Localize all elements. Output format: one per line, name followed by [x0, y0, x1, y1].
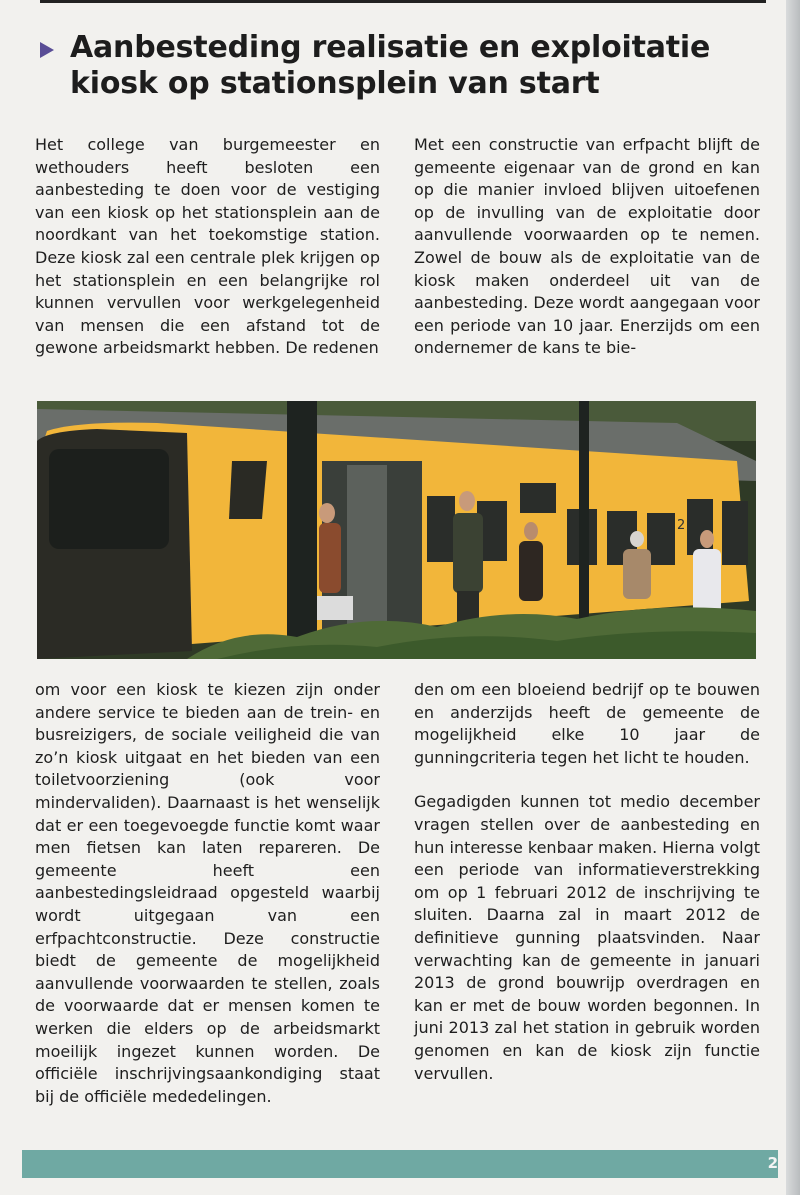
paragraph: den om een bloeiend bedrijf op te bouwen en anderzijds heeft de gemeente de mogelijkheid elke 10 jaar de gunningcriteria tegen het licht te houden. [414, 680, 760, 767]
footer-bar [22, 1150, 778, 1178]
title-arrow-icon [40, 42, 54, 58]
train-photo-illustration [37, 401, 756, 659]
car-number: 2 [677, 518, 686, 533]
paragraph: Met een constructie van erfpacht blijft de gemeente eigenaar van de grond en kan op die manier invloed blijven uitoefenen op de invulling van de exploitatie door aanvullende voorwaarden op te nemen. Zowel de bouw als de exploitatie van de kiosk maken onderdeel uit van de aanbesteding. Deze wordt aangegaan voor een periode van 10 jaar. Enerzijds om een ondernemer de kans te bie- [414, 135, 760, 358]
column-3 [35, 679, 380, 1130]
top-rule [40, 0, 766, 3]
article-title: Aanbesteding realisatie en exploitatie kiosk op stationsplein van start [70, 30, 711, 101]
train-photo [37, 401, 756, 659]
column-1 [35, 134, 380, 382]
paragraph: Gegadigden kunnen tot medio december vragen stellen over de aanbesteding en hun interesse kenbaar maken. Hierna volgt een periode van informatieverstrekking om op 1 februari 2012 de inschrijving te sluiten. Daarna zal in maart 2012 de definitieve gunning plaatsvinden. Naar verwachting kan de gemeente in januari 2013 de grond bouwrijp overdragen en kan er met de bouw worden begonnen. In juni 2013 zal het station in gebruik worden genomen en kan de kiosk zijn functie vervullen. [414, 792, 761, 1083]
column-2 [414, 134, 760, 382]
paragraph: om voor een kiosk te kiezen zijn onder andere service te bieden aan de trein- en busreizigers, de sociale veiligheid die van zo’n kiosk uitgaat en het bieden van een toiletvoorziening (ook voor mindervaliden). Daarnaast is het wenselijk dat er een toegevoegde functie komt waar men fietsen kan laten repareren. De gemeente heeft een aanbestedingsleidraad opgesteld waarbij wordt uitgegaan van een erfpachtconstructie. Deze constructie biedt de gemeente de mogelijkheid aanvullende voorwaarden te stellen, zoals de voorwaarde dat er mensen komen te werken die elders op de arbeidsmarkt moeilijk ingezet kunnen worden. De officiële inschrijvingsaankondiging staat bij de officiële mededelingen. [35, 680, 380, 1106]
scan-edge [786, 0, 800, 1195]
page-number: 2 [767, 1154, 778, 1172]
paragraph: Het college van burgemeester en wethouders heeft besloten een aanbesteding te doen voor de vestiging van een kiosk op het stationsplein aan de noordkant van het toekomstige station. Deze kiosk zal een centrale plek krijgen op het stationsplein en een belangrijke rol kunnen vervullen voor werkgelegenheid van mensen die een afstand tot de gewone arbeidsmarkt hebben. De redenen [35, 135, 380, 358]
column-4 [414, 679, 760, 1107]
